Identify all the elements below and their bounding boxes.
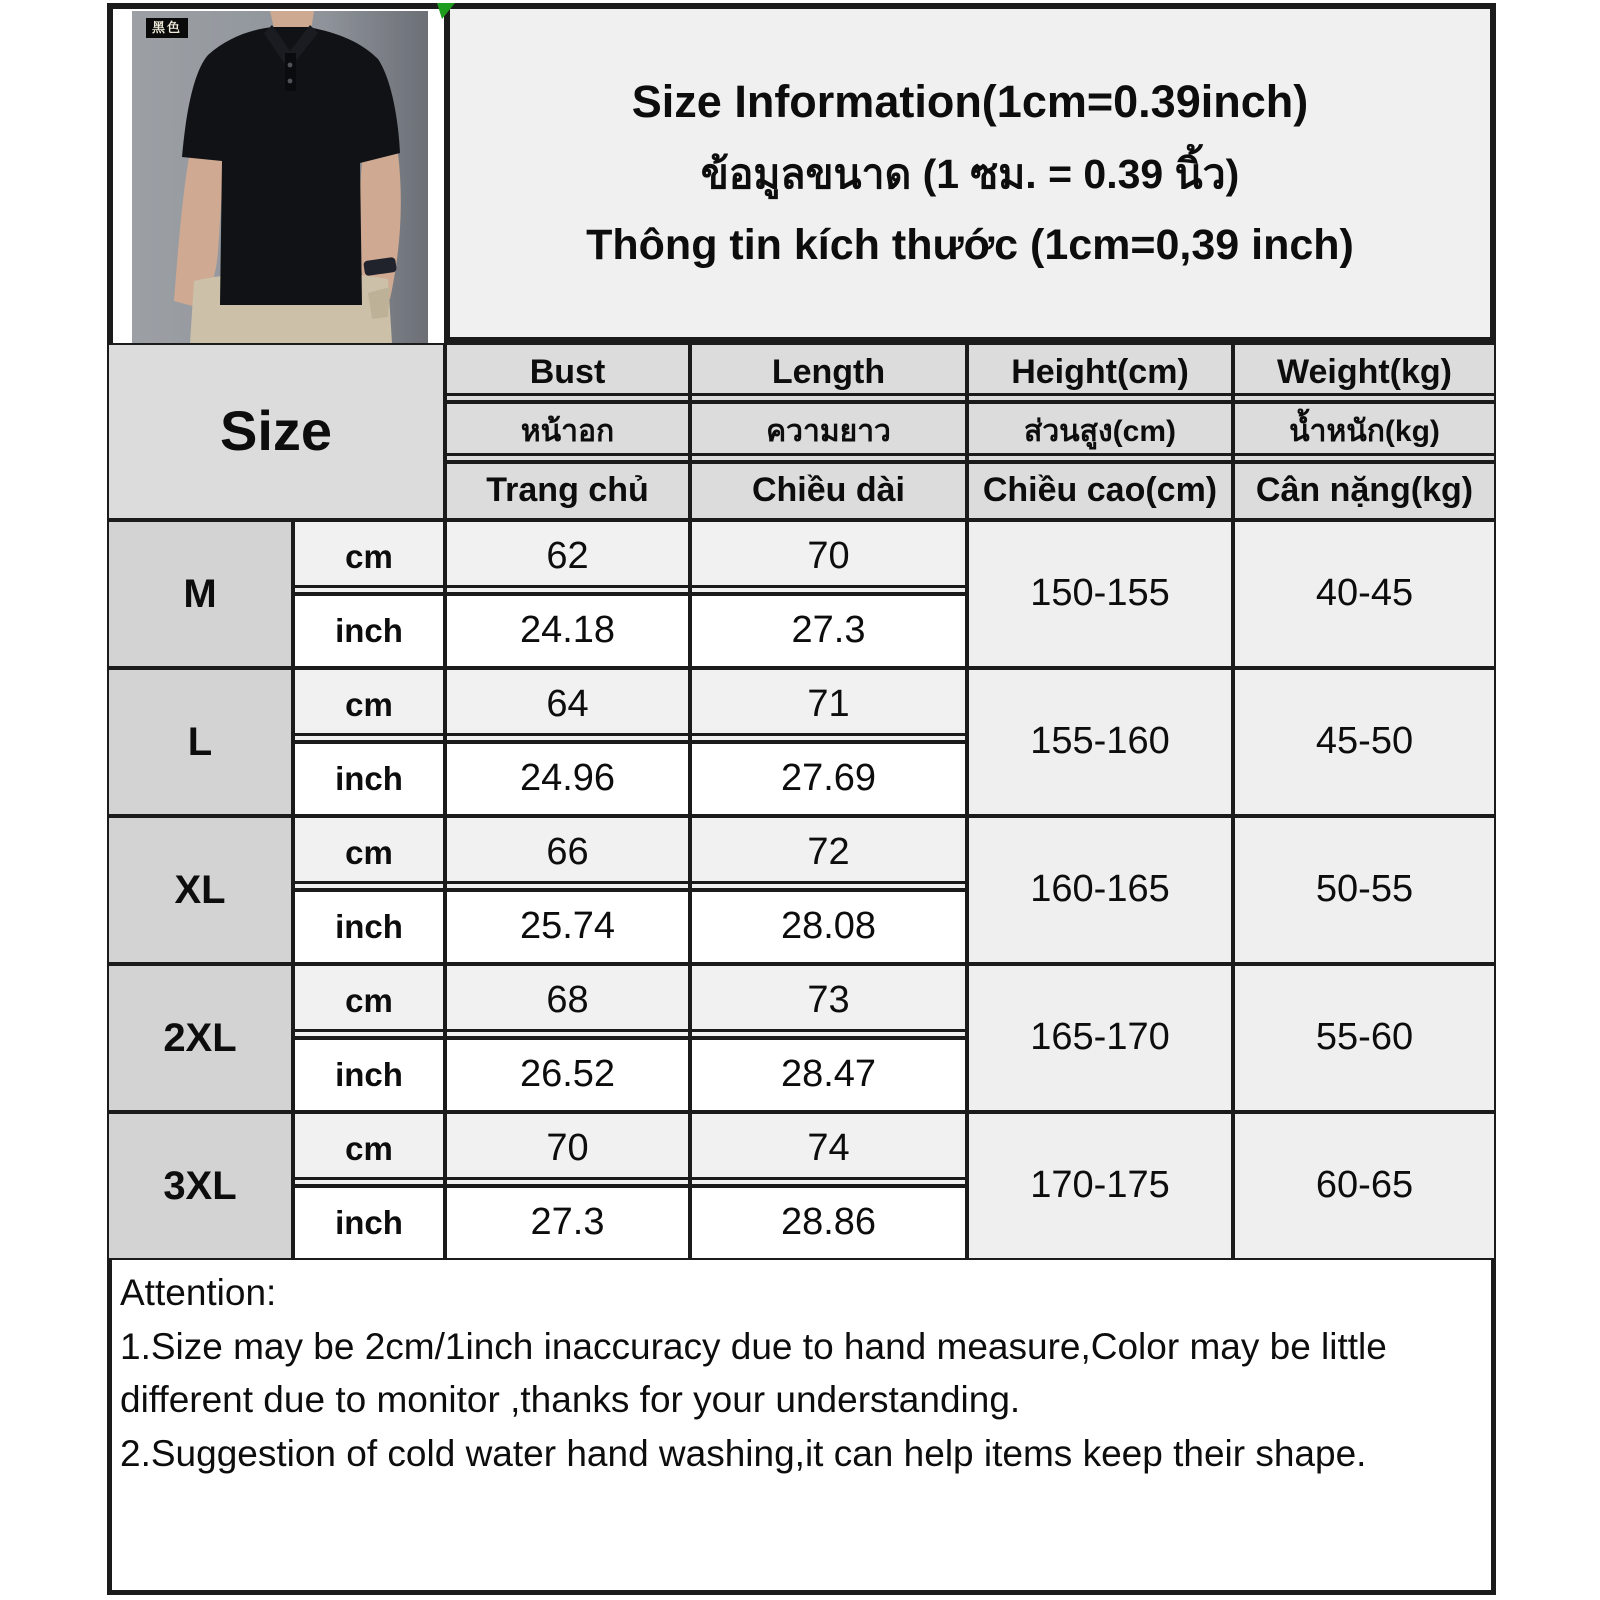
row-3XL-height-range: 170-175 — [969, 1114, 1231, 1258]
row-3XL-weight-range: 60-65 — [1235, 1114, 1494, 1258]
row-XL-bust-inch: 25.74 — [447, 892, 688, 962]
row-M-bust-cm: 62 — [447, 522, 688, 592]
row-M-height-range: 150-155 — [969, 522, 1231, 666]
top-band — [107, 3, 1496, 343]
row-M-size-label: M — [109, 522, 291, 666]
row-3XL-size-label: 3XL — [109, 1114, 291, 1258]
col-header-height-vi: Chiều cao(cm) — [969, 464, 1231, 518]
col-header-length-th: ความยาว — [692, 404, 965, 460]
row-L-unit-inch: inch — [295, 744, 443, 814]
row-M-unit-cm: cm — [295, 522, 443, 592]
row-M-bust-inch: 24.18 — [447, 596, 688, 666]
row-XL-size-label: XL — [109, 818, 291, 962]
row-3XL-length-cm: 74 — [692, 1114, 965, 1184]
row-3XL-unit-inch: inch — [295, 1188, 443, 1258]
row-L-length-cm: 71 — [692, 670, 965, 740]
title-english: Size Information(1cm=0.39inch) — [631, 76, 1309, 127]
row-M-length-inch: 27.3 — [692, 596, 965, 666]
row-L-bust-cm: 64 — [447, 670, 688, 740]
product-photo-frame — [107, 3, 444, 343]
row-L-size-label: L — [109, 670, 291, 814]
col-header-weight-en: Weight(kg) — [1235, 345, 1494, 400]
col-header-length-vi: Chiều dài — [692, 464, 965, 518]
size-information-title-box — [444, 3, 1496, 343]
row-XL-unit-inch: inch — [295, 892, 443, 962]
col-header-bust-th: หน้าอก — [447, 404, 688, 460]
row-XL-bust-cm: 66 — [447, 818, 688, 888]
row-XL-weight-range: 50-55 — [1235, 818, 1494, 962]
row-XL-height-range: 160-165 — [969, 818, 1231, 962]
row-L-weight-range: 45-50 — [1235, 670, 1494, 814]
photo-tint — [132, 11, 428, 343]
row-2XL-length-cm: 73 — [692, 966, 965, 1036]
col-header-height-en: Height(cm) — [969, 345, 1231, 400]
row-M-weight-range: 40-45 — [1235, 522, 1494, 666]
size-chart-sheet — [107, 3, 1496, 1595]
row-2XL-unit-cm: cm — [295, 966, 443, 1036]
row-XL-length-inch: 28.08 — [692, 892, 965, 962]
col-header-weight-th: น้ำหนัก(kg) — [1235, 404, 1494, 460]
row-3XL-bust-cm: 70 — [447, 1114, 688, 1184]
row-XL-unit-cm: cm — [295, 818, 443, 888]
row-M-length-cm: 70 — [692, 522, 965, 592]
col-header-weight-vi: Cân nặng(kg) — [1235, 464, 1494, 518]
row-3XL-bust-inch: 27.3 — [447, 1188, 688, 1258]
row-L-bust-inch: 24.96 — [447, 744, 688, 814]
row-2XL-weight-range: 55-60 — [1235, 966, 1494, 1110]
col-header-height-th: ส่วนสูง(cm) — [969, 404, 1231, 460]
row-2XL-length-inch: 28.47 — [692, 1040, 965, 1110]
attention-box — [107, 1260, 1496, 1595]
model-black-polo-photo — [132, 11, 428, 343]
size-table — [107, 343, 1496, 1260]
row-3XL-length-inch: 28.86 — [692, 1188, 965, 1258]
row-L-unit-cm: cm — [295, 670, 443, 740]
col-header-length-en: Length — [692, 345, 965, 400]
title-thai: ข้อมูลขนาด (1 ซม. = 0.39 นิ้ว) — [700, 151, 1240, 197]
row-2XL-size-label: 2XL — [109, 966, 291, 1110]
title-vietnamese: Thông tin kích thước (1cm=0,39 inch) — [586, 221, 1354, 269]
row-2XL-bust-cm: 68 — [447, 966, 688, 1036]
row-2XL-height-range: 165-170 — [969, 966, 1231, 1110]
attention-note-2: 2.Suggestion of cold water hand washing,it can help items keep their shape. — [120, 1432, 1367, 1474]
row-2XL-unit-inch: inch — [295, 1040, 443, 1110]
col-header-bust-vi: Trang chủ — [447, 464, 688, 518]
row-3XL-unit-cm: cm — [295, 1114, 443, 1184]
row-2XL-bust-inch: 26.52 — [447, 1040, 688, 1110]
attention-heading: Attention: — [120, 1272, 277, 1313]
row-L-height-range: 155-160 — [969, 670, 1231, 814]
attention-note-1: 1.Size may be 2cm/1inch inaccuracy due to hand measure,Color may be little different due to monitor ,thanks for your understanding. — [120, 1325, 1387, 1421]
row-M-unit-inch: inch — [295, 596, 443, 666]
col-header-bust-en: Bust — [447, 345, 688, 400]
size-corner-header: Size — [109, 345, 443, 518]
green-corner-icon — [437, 3, 455, 19]
row-XL-length-cm: 72 — [692, 818, 965, 888]
row-L-length-inch: 27.69 — [692, 744, 965, 814]
color-tag-label: 黑色 — [146, 18, 188, 38]
